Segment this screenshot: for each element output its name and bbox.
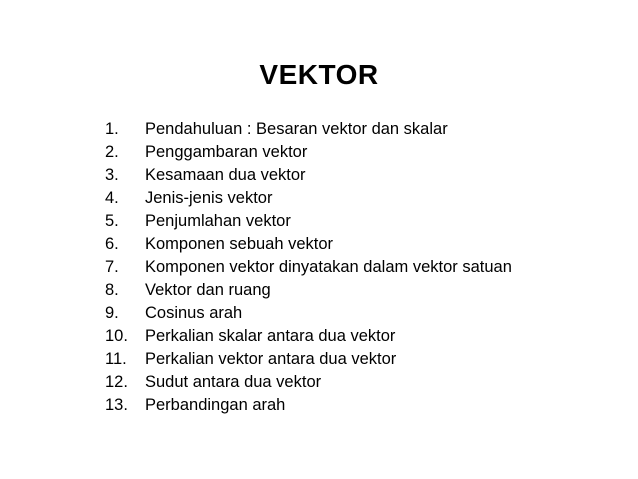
list-item — [105, 348, 512, 371]
list-item-text: Perkalian skalar antara dua vektor — [145, 327, 396, 345]
list-item — [105, 233, 512, 256]
list-item — [105, 164, 512, 187]
list-item-text: Cosinus arah — [145, 304, 243, 322]
list-item — [105, 371, 512, 394]
list-item-number: 13. — [105, 396, 128, 414]
list-item-number: 12. — [105, 373, 128, 391]
list-item-text: Kesamaan dua vektor — [145, 166, 306, 184]
list-item-number: 4. — [105, 189, 119, 207]
list-item — [105, 141, 512, 164]
list-item-number: 10. — [105, 327, 128, 345]
list-item-text: Komponen sebuah vektor — [145, 235, 334, 253]
list-item-number: 6. — [105, 235, 119, 253]
list-item-number: 3. — [105, 166, 119, 184]
list-item-text: Perbandingan arah — [145, 396, 286, 414]
list-item — [105, 256, 512, 279]
list-item-number: 1. — [105, 120, 119, 138]
list-item — [105, 279, 512, 302]
list-item-text: Vektor dan ruang — [145, 281, 271, 299]
list-item-text: Penjumlahan vektor — [145, 212, 291, 230]
list-item-text: Komponen vektor dinyatakan dalam vektor satuan — [145, 258, 512, 276]
list-item-text: Penggambaran vektor — [145, 143, 308, 161]
list-item-number: 7. — [105, 258, 119, 276]
list-item — [105, 187, 512, 210]
list-item-number: 11. — [105, 350, 127, 368]
list-item — [105, 118, 512, 141]
list-item-number: 5. — [105, 212, 119, 230]
list-item-number: 9. — [105, 304, 119, 322]
list-item — [105, 394, 512, 417]
list-item-number: 8. — [105, 281, 119, 299]
list-item-text: Perkalian vektor antara dua vektor — [145, 350, 397, 368]
list-item-text: Jenis-jenis vektor — [145, 189, 273, 207]
list-item-text: Sudut antara dua vektor — [145, 373, 322, 391]
slide-title: VEKTOR — [259, 59, 379, 90]
list-item — [105, 325, 512, 348]
list-item-text: Pendahuluan : Besaran vektor dan skalar — [145, 120, 448, 138]
list-item — [105, 302, 512, 325]
list-item-number: 2. — [105, 143, 119, 161]
list-item — [105, 210, 512, 233]
topic-list — [105, 118, 512, 417]
